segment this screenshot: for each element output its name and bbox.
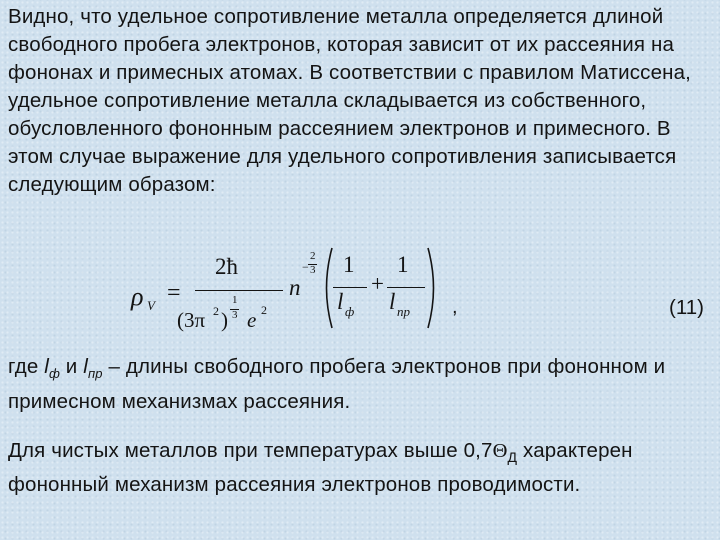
denominator-power-numerator: 1 [232,294,238,306]
n-power-denominator: 3 [310,264,316,276]
fraction-bar [195,290,283,291]
where-l2-subscript: пр [87,366,103,382]
where-and: и [59,355,84,378]
term-b-l: l [389,289,396,314]
term-a-l: l [337,289,344,314]
n-power-numerator: 2 [310,250,316,262]
term-b-subscript: пр [397,304,410,319]
equals-sign: = [167,280,181,306]
denominator-pi-exponent: 2 [213,304,219,318]
rho-subscript: V [147,298,155,313]
term-a-subscript: ф [345,304,355,319]
where-l1-subscript: ф [48,366,60,382]
term-a-numerator: 1 [343,252,355,277]
pure-rest: характерен фононный механизм рассеяния электронов проводимости. [8,439,633,497]
denominator-close: ) [221,308,228,332]
formula-comma: , [452,296,458,318]
denominator-e-exponent: 2 [261,303,267,317]
equation-number: (11) [669,296,704,319]
theta-subscript: Д [507,449,518,466]
resistivity-formula [131,242,443,337]
denominator-open: (3π [177,308,206,332]
denominator-power-denominator: 3 [232,309,238,321]
term-b-bar [387,287,425,288]
term-a-bar [333,287,367,288]
plus-sign: + [371,271,384,296]
pure-text: Для чистых металлов при температурах выше 0,7 [8,439,493,462]
term-b-numerator: 1 [397,252,409,277]
intro-paragraph: Видно, что удельное сопротивление металла определяется длиной свободного пробега электронов, которая зависит от их рассеяния на фононах и примесных атомах. В соответствии с правилом Матиссена, удельное сопротивление металла складывается из собственного, обусловленного фононным рассеянием электронов и примесного. В этом случае выражение для удельного сопротивления записывается следующим образом: [8,5,691,196]
n-symbol: n [289,275,301,300]
where-prefix: где [8,355,45,378]
right-parenthesis [425,246,441,330]
where-paragraph [8,353,708,416]
pure-metals-paragraph [8,437,708,499]
where-l1: l [44,355,49,378]
left-parenthesis [319,246,335,330]
where-l2: l [83,355,88,378]
theta-symbol: Θ [492,440,508,462]
where-rest: – длины свободного пробега электронов при фононном и примесном механизмах рассеяния. [8,355,666,414]
numerator: 2ħ [215,254,238,279]
n-power-minus: − [302,260,309,274]
rho-symbol: ρ [131,282,144,311]
denominator-e: e [247,308,257,332]
